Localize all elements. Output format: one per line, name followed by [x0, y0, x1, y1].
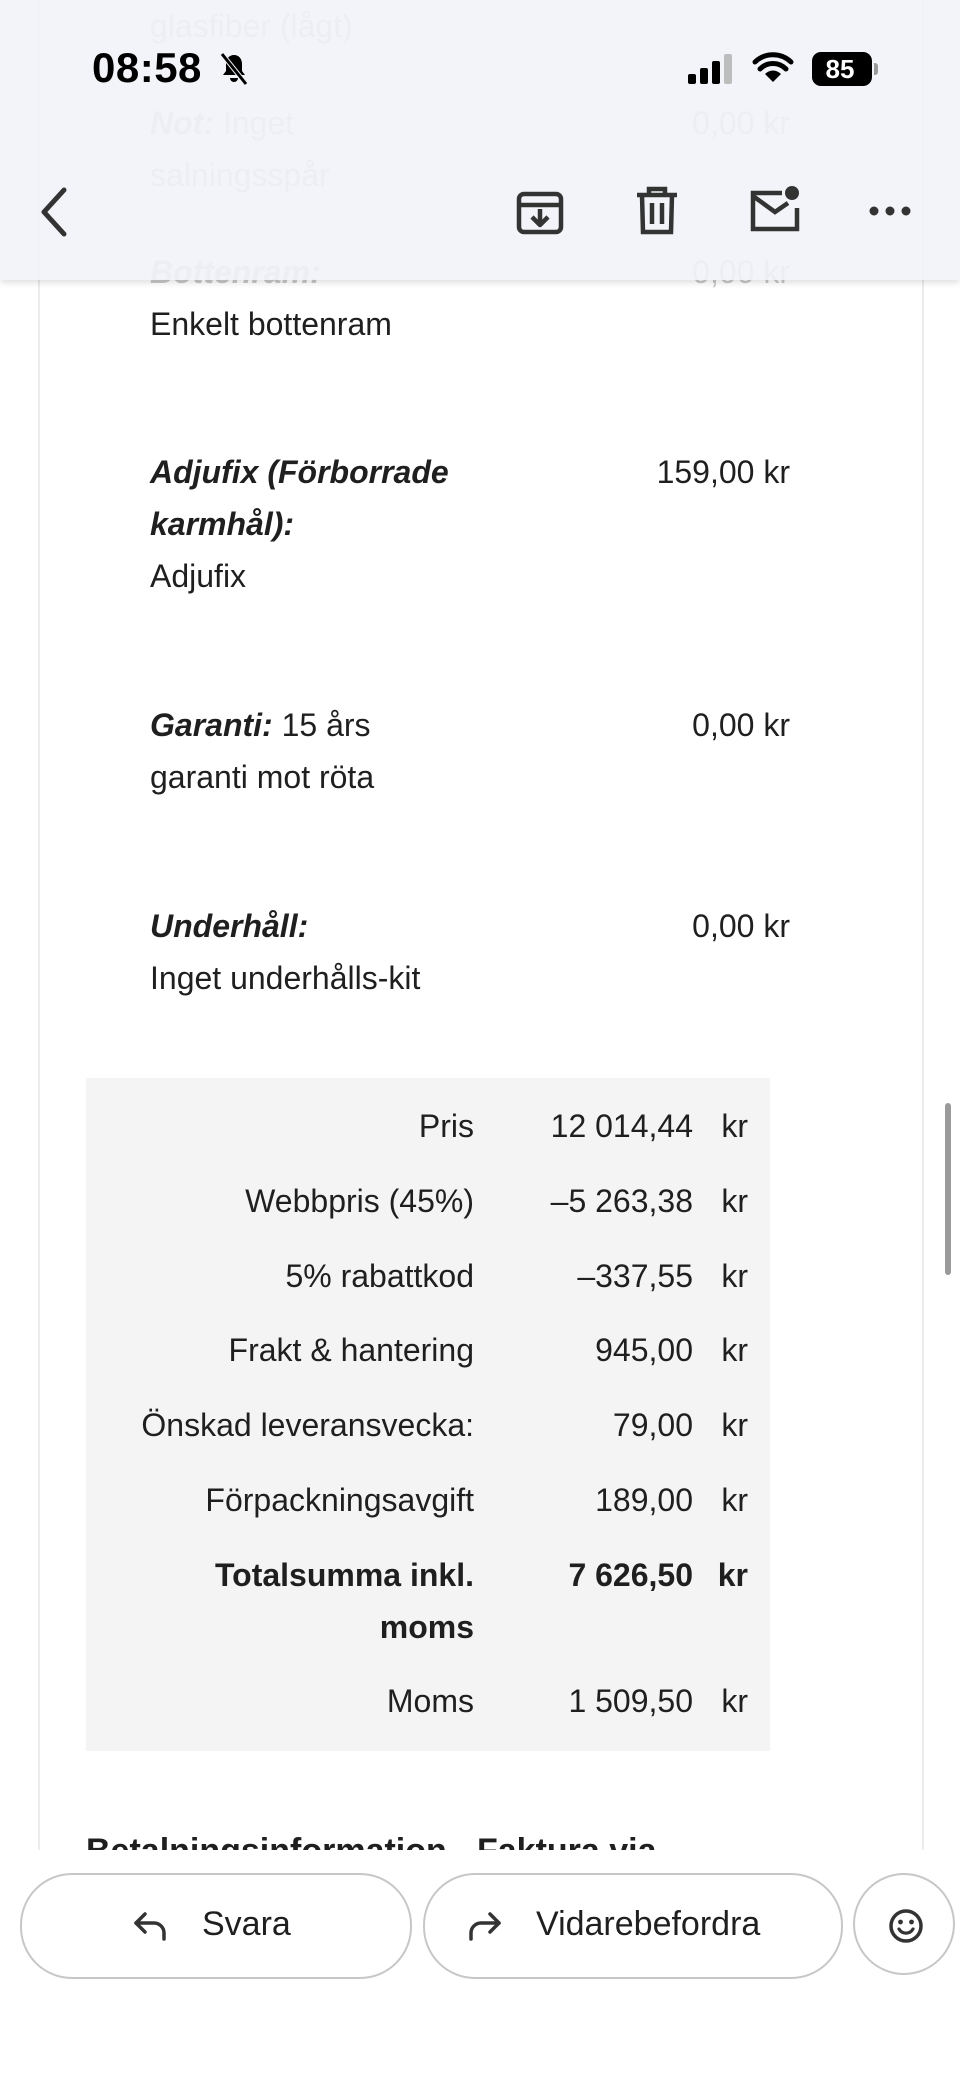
totals-label: Totalsumma inkl. moms	[214, 1557, 474, 1645]
totals-value: 189,00	[595, 1482, 693, 1518]
battery-icon	[812, 52, 876, 86]
reply-arrow-icon	[132, 1908, 168, 1953]
totals-currency: kr	[721, 1108, 748, 1144]
totals-value: 79,00	[612, 1407, 693, 1443]
totals-label: Förpackningsavgift	[205, 1482, 474, 1518]
line-item-label: Adjufix	[150, 558, 247, 594]
scrollbar[interactable]	[945, 1103, 951, 1275]
line-item-amount: 159,00 kr	[656, 454, 790, 490]
totals-currency: kr	[721, 1407, 748, 1443]
archive-icon[interactable]	[516, 188, 564, 241]
totals-value: –5 263,38	[550, 1183, 693, 1219]
bell-muted-icon	[218, 52, 250, 91]
line-item-label-bold: Garanti:	[150, 707, 273, 743]
totals-label: Webbpris (45%)	[245, 1183, 474, 1219]
line-item-amount: 0,00 kr	[692, 707, 790, 743]
line-item-amount: 0,00 kr	[692, 908, 790, 944]
totals-label: Pris	[418, 1108, 474, 1144]
wifi-icon	[752, 52, 794, 89]
line-item-label: Inget underhålls-kit	[150, 960, 421, 996]
more-horizontal-icon[interactable]	[868, 204, 912, 222]
totals-currency: kr	[721, 1258, 748, 1294]
top-header	[0, 0, 960, 280]
totals-label: 5% rabattkod	[285, 1258, 474, 1294]
order-totals-box	[86, 1078, 770, 1751]
smiley-icon	[887, 1907, 925, 1950]
totals-currency: kr	[721, 1482, 748, 1518]
mail-unread-icon[interactable]	[748, 184, 802, 239]
totals-currency: kr	[721, 1183, 748, 1219]
totals-value: –337,55	[577, 1258, 693, 1294]
totals-value: 1 509,50	[568, 1683, 693, 1719]
totals-label: Frakt & hantering	[228, 1332, 474, 1368]
reply-label: Svara	[202, 1905, 291, 1943]
battery-level: 85	[825, 54, 855, 84]
cellular-signal-icon	[688, 54, 734, 89]
totals-currency: kr	[717, 1557, 748, 1593]
line-item-label: Enkelt bottenram	[150, 306, 392, 342]
totals-currency: kr	[721, 1683, 748, 1719]
line-item-label-bold: Adjufix (Förborrade karmhål):	[150, 454, 449, 542]
totals-value: 7 626,50	[568, 1557, 693, 1593]
totals-label: Moms	[386, 1683, 474, 1719]
emoji-reaction-button[interactable]	[853, 1873, 955, 1975]
totals-currency: kr	[721, 1332, 748, 1368]
totals-value: 12 014,44	[550, 1108, 693, 1144]
forward-label: Vidarebefordra	[536, 1905, 761, 1943]
reply-button[interactable]	[20, 1873, 412, 1979]
status-time: 08:58	[92, 44, 202, 91]
back-chevron-icon[interactable]	[36, 186, 72, 243]
trash-icon[interactable]	[634, 186, 680, 241]
totals-label: Önskad leveransvecka:	[141, 1407, 474, 1443]
forward-button[interactable]	[423, 1873, 843, 1979]
line-item-label-bold: Underhåll:	[150, 908, 309, 944]
forward-arrow-icon	[467, 1908, 503, 1953]
line-item-label: 15 års garanti mot röta	[150, 707, 375, 795]
totals-value: 945,00	[595, 1332, 693, 1368]
